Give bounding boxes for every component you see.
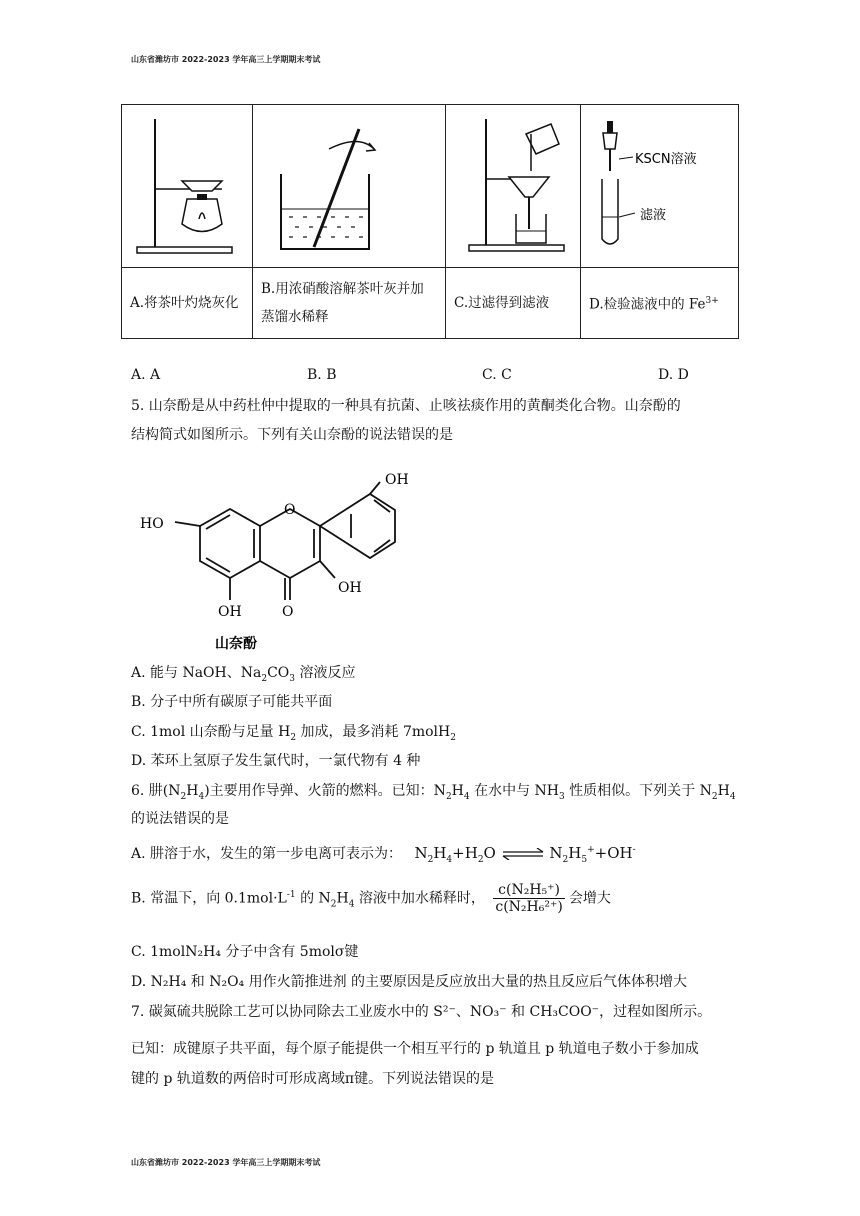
q6b-pre: B. 常温下，向 0.1mol·L xyxy=(131,890,287,907)
apparatus-c-cell xyxy=(446,105,581,268)
eq-rs2: 5 xyxy=(581,855,588,865)
q6a-text: A. 肼溶于水，发生的第一步电离可表示为： xyxy=(131,846,403,862)
eq-ls2: 4 xyxy=(446,855,453,865)
q6s-p1: 6. 肼(N xyxy=(131,783,181,799)
q6s-s3: 2 xyxy=(445,791,452,802)
q5a-post: 溶液反应 xyxy=(295,665,356,681)
q5-option-a xyxy=(131,662,355,684)
eq-l2: H xyxy=(433,844,447,862)
kscn-test-figure xyxy=(585,109,735,259)
q5a-pre: A. 能与 NaOH、Na xyxy=(131,665,262,681)
apparatus-table xyxy=(121,104,739,339)
q6-option-b xyxy=(131,882,611,915)
eq-l1: N xyxy=(414,844,428,862)
q6-stem-line2: 的说法错误的是 xyxy=(131,811,229,827)
q7-stem-line2: 已知：成键原子共平面，每个原子能提供一个相互平行的 p 轨道且 p 轨道电子数小于参加成 xyxy=(131,1041,699,1057)
q6-option-a xyxy=(131,843,636,865)
ring-oxygen-label: O xyxy=(284,502,296,518)
apparatus-d-cell xyxy=(581,105,739,268)
q5c-sub2: 2 xyxy=(450,732,456,743)
kscn-label: KSCN溶液 xyxy=(634,152,697,167)
q6b-mid: 的 N xyxy=(295,890,331,907)
eq-l4: O xyxy=(483,844,496,862)
eq-ls1: 2 xyxy=(427,855,434,865)
eq-l3: +H xyxy=(452,844,478,862)
q6-option-c: C. 1molN₂H₄ 分子中含有 5molσ键 xyxy=(131,944,359,960)
q6s-p6: 性质相似。下列关于 N xyxy=(564,783,712,799)
burning-setup-figure xyxy=(127,109,247,259)
caption-d-text: D.检验滤液中的 Fe xyxy=(589,296,706,313)
q6s-p5: 在水中与 NH xyxy=(469,783,559,799)
caption-b: B.用浓硝酸溶解茶叶灰并加蒸馏水稀释 xyxy=(253,268,446,339)
apparatus-a-cell xyxy=(122,105,253,268)
eq-r1: N xyxy=(549,844,563,862)
q5c-pre: C. 1mol 山奈酚与足量 H xyxy=(131,724,291,740)
q6b-mid2: H xyxy=(336,890,349,907)
q7-stem-line1: 7. 碳氮硫共脱除工艺可以协同除去工业废水中的 S²⁻、NO₃⁻ 和 CH₃COO⁻，过程如图所示。 xyxy=(131,1004,712,1020)
compound-name-label: 山奈酚 xyxy=(215,636,257,652)
q4-option-b: B. B xyxy=(307,367,337,383)
eq-rs1: 2 xyxy=(562,855,569,865)
keto-oxygen-label: O xyxy=(282,604,294,620)
equilibrium-arrow-icon xyxy=(501,848,545,860)
eq-r3: +OH xyxy=(594,844,633,862)
oh-bottom-label: OH xyxy=(218,604,242,620)
q6s-s7: 4 xyxy=(729,791,736,802)
concentration-ratio xyxy=(493,882,564,915)
q6a-equation xyxy=(414,844,636,865)
oh-right-label: OH xyxy=(338,580,362,596)
apparatus-b-cell xyxy=(253,105,446,268)
q6b-sup: -1 xyxy=(286,889,296,900)
q4-option-a: A. A xyxy=(131,367,161,383)
page-header: 山东省潍坊市 2022-2023 学年高三上学期期末考试 xyxy=(131,55,321,64)
q5-option-d: D. 苯环上氢原子发生氯代时，一氯代物有 4 种 xyxy=(131,753,421,769)
q5-option-c xyxy=(131,721,456,743)
q6s-p7: H xyxy=(717,783,730,799)
q6s-s2: 4 xyxy=(198,791,205,802)
q6-stem-line1 xyxy=(131,780,736,802)
ratio-numerator: c(N₂H₅⁺) xyxy=(493,882,564,899)
ratio-denominator: c(N₂H₆²⁺) xyxy=(495,899,563,915)
caption-d-sup: 3+ xyxy=(705,296,719,307)
q5-option-b: B. 分子中所有碳原子可能共平面 xyxy=(131,694,333,710)
caption-d xyxy=(581,268,739,339)
q6s-s5: 3 xyxy=(558,791,565,802)
q4-option-d: D. D xyxy=(658,367,689,383)
filtration-setup-figure xyxy=(451,109,576,259)
q5a-sub1: 2 xyxy=(261,673,268,684)
q6-option-d: D. N₂H₄ 和 N₂O₄ 用作火箭推进剂 的主要原因是反应放出大量的热且反应后气体体积增大 xyxy=(131,974,688,990)
kaempferol-structure xyxy=(130,462,420,657)
eq-ls3: 2 xyxy=(477,855,484,865)
page-footer: 山东省潍坊市 2022-2023 学年高三上学期期末考试 xyxy=(131,1158,321,1167)
dissolving-setup-figure xyxy=(259,109,439,259)
q7-stem-line3: 键的 p 轨道数的两倍时可形成离域π键。下列说法错误的是 xyxy=(131,1071,495,1087)
ho-left-label: HO xyxy=(140,516,164,532)
q5c-sub1: 2 xyxy=(290,732,297,743)
q6s-p4: H xyxy=(451,783,464,799)
q5-stem-line1: 5. 山奈酚是从中药杜仲中提取的一种具有抗菌、止咳祛痰作用的黄酮类化合物。山奈酚的 xyxy=(131,398,681,414)
q6b-s2: 4 xyxy=(348,899,355,910)
q5-stem-line2: 结构简式如图所示。下列有关山奈酚的说法错误的是 xyxy=(131,427,453,443)
q6s-s4: 4 xyxy=(463,791,470,802)
q6b-mid3: 溶液中加水稀释时， xyxy=(354,890,485,907)
q6b-post: 会增大 xyxy=(568,890,611,907)
q4-option-c: C. C xyxy=(482,367,512,383)
q6b-s1: 2 xyxy=(330,899,337,910)
caption-a: A.将茶叶灼烧灰化 xyxy=(122,268,253,339)
q5c-mid: 加成，最多消耗 7molH xyxy=(296,724,451,740)
caption-c: C.过滤得到滤液 xyxy=(446,268,581,339)
q6s-s1: 2 xyxy=(180,791,187,802)
q6s-p3: )主要用作导弹、火箭的燃料。已知：N xyxy=(204,783,446,799)
eq-r2: H xyxy=(568,844,582,862)
q5a-mid: CO xyxy=(267,665,290,681)
q6s-s6: 2 xyxy=(711,791,718,802)
eq-rsup: + xyxy=(587,845,595,855)
q5a-sub2: 3 xyxy=(289,673,296,684)
filtrate-label: 滤液 xyxy=(639,208,666,223)
oh-top-label: OH xyxy=(385,472,409,488)
eq-rsup2: - xyxy=(632,845,636,855)
q6s-p2: H xyxy=(186,783,199,799)
